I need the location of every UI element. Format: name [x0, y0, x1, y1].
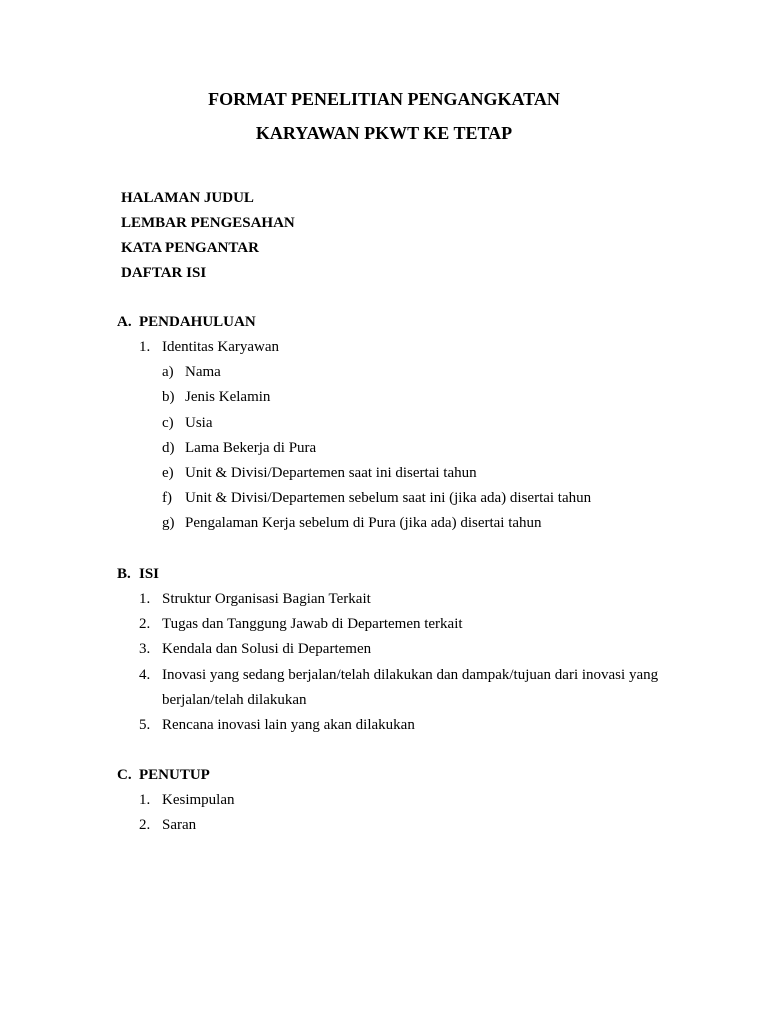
- list-item: [0, 637, 768, 662]
- front-matter-item: HALAMAN JUDUL: [121, 190, 254, 206]
- section-penutup: [0, 763, 768, 838]
- list-item: [0, 713, 768, 738]
- sub-list-item: [0, 511, 768, 536]
- front-matter-item: DAFTAR ISI: [121, 265, 207, 281]
- front-matter-list: [121, 186, 295, 286]
- document-title-line-1: FORMAT PENELITIAN PENGANGKATAN: [208, 89, 560, 109]
- list-item-continuation: [0, 688, 768, 713]
- section-heading: [0, 763, 768, 788]
- item-text: Rencana inovasi lain yang akan dilakukan: [162, 716, 415, 733]
- item-text: Kendala dan Solusi di Departemen: [162, 641, 372, 658]
- item-text: Usia: [185, 414, 213, 431]
- item-number: 4.: [139, 666, 151, 683]
- item-text: Unit & Divisi/Departemen sebelum saat ini (jika ada) disertai tahun: [185, 490, 592, 507]
- item-number: d): [162, 439, 175, 456]
- sub-list-item: [0, 385, 768, 410]
- list-item: [0, 663, 768, 688]
- section-letter: B.: [117, 566, 131, 582]
- item-text: Lama Bekerja di Pura: [185, 439, 317, 456]
- item-text: Inovasi yang sedang berjalan/telah dilakukan dan dampak/tujuan dari inovasi yang: [162, 666, 659, 683]
- section-letter: C.: [117, 767, 132, 783]
- sub-list-item: [0, 436, 768, 461]
- item-number: 1.: [139, 591, 151, 607]
- item-number: 3.: [139, 641, 151, 658]
- sub-list-item: [0, 461, 768, 486]
- front-matter-item: LEMBAR PENGESAHAN: [121, 215, 295, 231]
- item-number: 2.: [139, 616, 151, 633]
- list-item: [0, 335, 768, 360]
- item-text: Tugas dan Tanggung Jawab di Departemen terkait: [162, 616, 463, 633]
- item-text-continuation: berjalan/telah dilakukan: [162, 691, 307, 708]
- item-number: c): [162, 414, 174, 431]
- item-text: Saran: [162, 817, 197, 834]
- section-letter: A.: [117, 314, 132, 330]
- item-text: Pengalaman Kerja sebelum di Pura (jika ada) disertai tahun: [185, 515, 542, 532]
- section-title: ISI: [139, 566, 160, 582]
- section-isi: [0, 562, 768, 738]
- item-number: 1.: [139, 792, 151, 808]
- list-item: [0, 587, 768, 612]
- item-number: f): [162, 490, 172, 507]
- item-text: Struktur Organisasi Bagian Terkait: [162, 591, 371, 607]
- section-title: PENUTUP: [139, 767, 210, 783]
- item-number: 2.: [139, 817, 151, 834]
- section-pendahuluan: [0, 310, 768, 537]
- item-number: 5.: [139, 716, 151, 733]
- item-number: e): [162, 464, 174, 481]
- item-text: Unit & Divisi/Departemen saat ini disertai tahun: [185, 464, 477, 481]
- sub-list-item: [0, 411, 768, 436]
- sub-list-item: [0, 486, 768, 511]
- item-text: Jenis Kelamin: [185, 389, 271, 406]
- list-item: [0, 813, 768, 838]
- section-heading: [0, 562, 768, 587]
- front-matter-item: KATA PENGANTAR: [121, 240, 259, 256]
- section-heading: [0, 310, 768, 335]
- document-title-line-2: KARYAWAN PKWT KE TETAP: [255, 123, 513, 143]
- sub-list-item: [0, 360, 768, 385]
- section-title: PENDAHULUAN: [139, 314, 256, 330]
- item-number: a): [162, 364, 174, 381]
- item-number: g): [162, 515, 175, 532]
- item-text: Kesimpulan: [162, 792, 235, 808]
- item-text: Identitas Karyawan: [162, 339, 280, 355]
- item-text: Nama: [185, 364, 221, 381]
- item-number: b): [162, 389, 175, 406]
- list-item: [0, 612, 768, 637]
- item-number: 1.: [139, 339, 151, 355]
- list-item: [0, 788, 768, 813]
